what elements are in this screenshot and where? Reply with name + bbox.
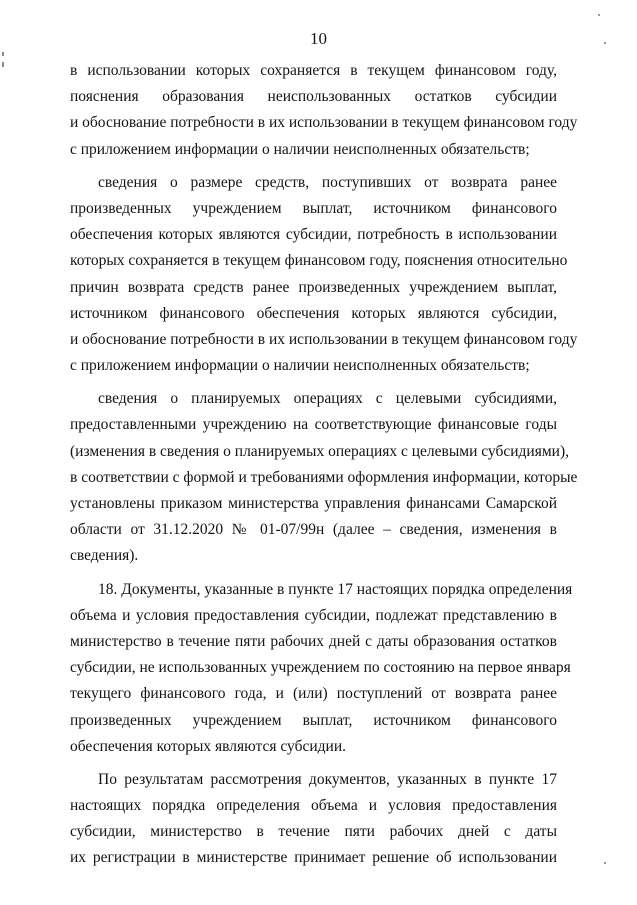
text-line: субсидии, не использованных учреждением по состоянию на первое января — [70, 659, 571, 677]
paragraph-gap — [70, 163, 557, 170]
scan-speck — [604, 862, 606, 864]
text-line: и обоснование потребности в их использовании в текущем финансовом году — [70, 330, 578, 348]
text-line: которых сохраняется в текущем финансовом году, пояснения относительно — [70, 252, 568, 270]
text-line: произведенных учреждением выплат, источником финансового — [70, 199, 557, 217]
paragraph-gap — [70, 379, 557, 386]
text-line: обеспечения которых являются субсидии, потребность в использовании — [70, 226, 557, 244]
paragraph — [70, 386, 578, 569]
text-line: настоящих порядка определения объема и условия предоставления — [70, 797, 557, 815]
text-line: предоставленными учреждению на соответствующие финансовые годы — [70, 416, 557, 434]
scan-speck — [604, 42, 606, 44]
paragraph — [70, 767, 557, 872]
paragraph — [70, 170, 578, 380]
paragraph — [70, 577, 573, 760]
scan-speck — [598, 14, 600, 16]
text-line: текущего финансового года, и (или) поступлений от возврата ранее — [70, 685, 557, 703]
text-line: министерство в течение пяти рабочих дней с даты образования остатков — [70, 632, 557, 650]
text-line: их регистрации в министерстве принимает решение об использовании — [70, 849, 557, 867]
page-number: 10 — [310, 29, 327, 48]
text-line: сведения о планируемых операциях с целевыми субсидиями, — [98, 390, 557, 408]
text-line: произведенных учреждением выплат, источником финансового — [70, 711, 557, 729]
text-line: в использовании которых сохраняется в текущем финансовом году, — [70, 62, 557, 79]
text-line: источником финансового обеспечения которых являются субсидии, — [70, 304, 557, 322]
text-line: установлены приказом министерства управления финансами Самарской — [70, 495, 557, 512]
paragraph — [70, 58, 578, 163]
text-line: сведения о размере средств, поступивших от возврата ранее — [98, 173, 557, 191]
text-line: сведения). — [70, 547, 139, 565]
text-line: с приложением информации о наличии неисполненных обязательств; — [70, 140, 530, 158]
text-line: и обоснование потребности в их использовании в текущем финансовом году — [70, 114, 578, 132]
paragraph-gap — [70, 570, 557, 577]
text-line: обеспечения которых являются субсидии. — [70, 737, 346, 755]
text-line: объема и условия предоставления субсидии, подлежат представлению в — [70, 606, 557, 624]
text-line: причин возврата средств ранее произведенных учреждением выплат, — [70, 278, 557, 296]
text-line: пояснения образования неиспользованных остатков субсидии — [70, 88, 557, 106]
text-line: в соответствии с формой и требованиями оформления информации, которые — [70, 468, 578, 486]
scan-edge-mark — [2, 52, 4, 56]
text-line: области от 31.12.2020 № 01-07/99н (далее – сведения, изменения в — [70, 521, 557, 539]
scan-edge-mark — [2, 62, 4, 67]
text-line: субсидии, министерство в течение пяти рабочих дней с даты — [70, 823, 557, 841]
text-line: 18. Документы, указанные в пункте 17 настоящих порядка определения — [98, 580, 573, 598]
text-line: с приложением информации о наличии неисполненных обязательств; — [70, 357, 530, 375]
text-line: По результатам рассмотрения документов, указанных в пункте 17 — [98, 770, 557, 788]
paragraph-gap — [70, 760, 557, 767]
text-line: (изменения в сведения о планируемых операциях с целевыми субсидиями), — [70, 442, 569, 460]
document-body — [70, 58, 578, 872]
